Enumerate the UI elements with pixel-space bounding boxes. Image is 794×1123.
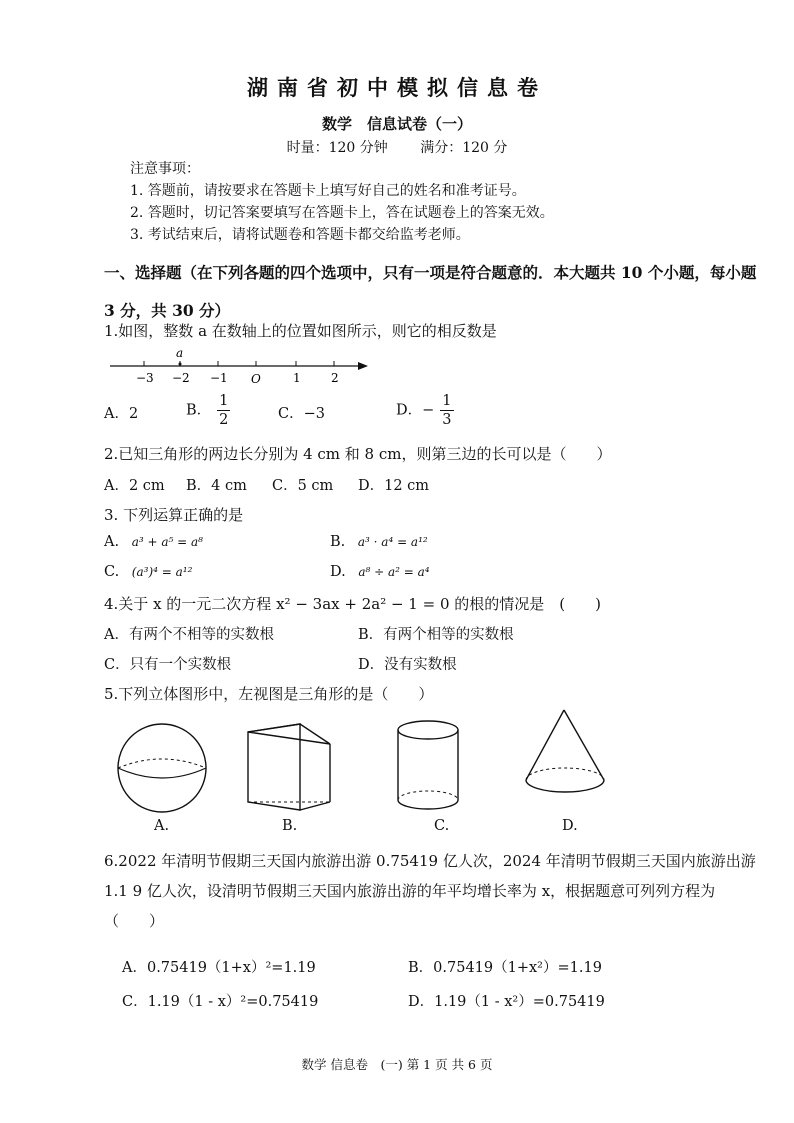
q2-option-d: D．12 cm [358,478,430,494]
q1-option-b-letter: B． [186,402,212,419]
q3-stem: 3. 下列运算正确的是 [104,506,244,524]
cone-side [526,710,564,780]
tick-label: 2 [331,371,339,385]
option-letter: B. [330,534,346,550]
section-heading: 一、选择题（在下列各题的四个选项中，只有一项是符合题意的．本大题共 10 个小题，每小题 3 分，共 30 分） [104,263,757,320]
q1-option-b [186,392,230,429]
q1-option-d-letter: D．− [396,402,435,419]
q3-option-d [330,564,430,580]
sphere-outline [118,724,206,812]
q2-option-b: B．4 cm [186,478,247,494]
q3-option-c [104,564,192,580]
option-expression: a⁸ ÷ a² = a⁴ [358,565,430,579]
page-footer: 数学 信息卷 (一) 第 1 页 共 6 页 [301,1057,493,1072]
q6-option-c: C．1.19（1 - x）²=0.75419 [122,994,319,1010]
q1-stem: 1.如图，整数 a 在数轴上的位置如图所示，则它的相反数是 [104,322,497,340]
cylinder-figure [390,714,470,818]
tick-label: −1 [210,371,228,385]
cone-base-back [526,768,604,780]
q1-option-d [396,392,454,429]
option-expression: (a³)⁴ = a¹² [131,565,193,579]
sphere-equator-front [118,768,206,778]
option-letter: C. [104,564,120,580]
q6-option-b: B．0.75419（1+x²）=1.19 [408,960,602,976]
option-letter: A. [104,534,120,550]
cylinder-bottom-front [398,800,458,809]
q5-label-a: A. [154,818,170,834]
notes-block [130,158,554,246]
numerator: 1 [442,393,452,409]
tick-label: 1 [293,371,301,385]
time-limit: 时量：120 分钟 [286,140,388,156]
q3-option-a [104,534,203,550]
number-line-arrow [358,362,368,370]
q2-stem: 2.已知三角形的两边长分别为 4 cm 和 8 cm，则第三边的长可以是（ ） [104,445,612,463]
numerator: 1 [219,393,229,409]
point-a-label: a [176,346,184,360]
prism-figure [240,716,340,818]
exam-meta [0,137,794,157]
note-item-1: 1. 答题前，请按要求在答题卡上填写好自己的姓名和准考证号。 [130,183,526,199]
prism-front-face [248,724,300,810]
full-score: 满分：120 分 [420,140,508,156]
q5-stem: 5.下列立体图形中，左视图是三角形的是（ ） [104,685,434,703]
fraction [440,392,453,429]
point-a [179,363,182,366]
option-expression: a³ · a⁴ = a¹² [357,535,428,549]
prism-top-face [248,724,330,744]
q1-option-a: A．2 [104,406,139,422]
option-expression: a³ + a⁵ = a⁸ [131,535,203,549]
tick-label: O [251,372,261,386]
note-item-2: 2. 答题时，切记答案要填写在答题卡上，答在试题卷上的答案无效。 [130,205,554,221]
prism-edge [300,802,330,810]
notes-heading: 注意事项： [130,161,200,177]
cone-base-front [526,780,604,792]
q1-option-c: C．−3 [278,406,325,422]
denominator: 3 [442,412,452,428]
exam-subtitle: 数学 信息试卷（一） [321,115,472,133]
q6-option-d: D．1.19（1 - x²）=0.75419 [408,994,605,1010]
q5-label-b: B. [282,818,298,834]
tick-label: −2 [172,371,190,385]
cone-figure [520,706,610,816]
q4-option-a: A．有两个不相等的实数根 [104,627,274,643]
fraction [217,392,230,429]
q4-option-c: C．只有一个实数根 [104,657,232,673]
exam-title: 湖南省初中模拟信息卷 [247,76,547,100]
q4-stem: 4.关于 x 的一元二次方程 x² − 3ax + 2a² − 1 = 0 的根的情况是 ( ) [104,595,601,613]
sphere-figure [110,718,214,818]
denominator: 2 [219,412,229,428]
cylinder-top [398,721,458,739]
number-line [104,346,374,388]
q2-option-c: C．5 cm [272,478,334,494]
q2-option-a: A．2 cm [104,478,165,494]
q4-option-d: D．没有实数根 [358,657,457,673]
q5-label-c: C. [434,818,450,834]
q6-option-a: A．0.75419（1+x）²=1.19 [122,960,316,976]
q5-label-d: D. [562,818,578,834]
q3-option-b [330,534,428,550]
cylinder-bottom-back [398,791,458,800]
note-item-3: 3. 考试结束后，请将试题卷和答题卡都交给监考老师。 [130,227,470,243]
q6-stem: 6.2022 年清明节假期三天国内旅游出游 0.75419 亿人次，2024 年清明节假期三天国内旅游出游 1.1 9 亿人次，设清明节假期三天国内旅游出游的年平均增长率为 x，根据题意可列列方程为（ ） [104,852,756,930]
option-letter: D. [330,564,346,580]
tick-label: −3 [136,371,154,385]
sphere-equator-back [118,759,206,768]
q4-option-b: B．有两个相等的实数根 [358,627,514,643]
